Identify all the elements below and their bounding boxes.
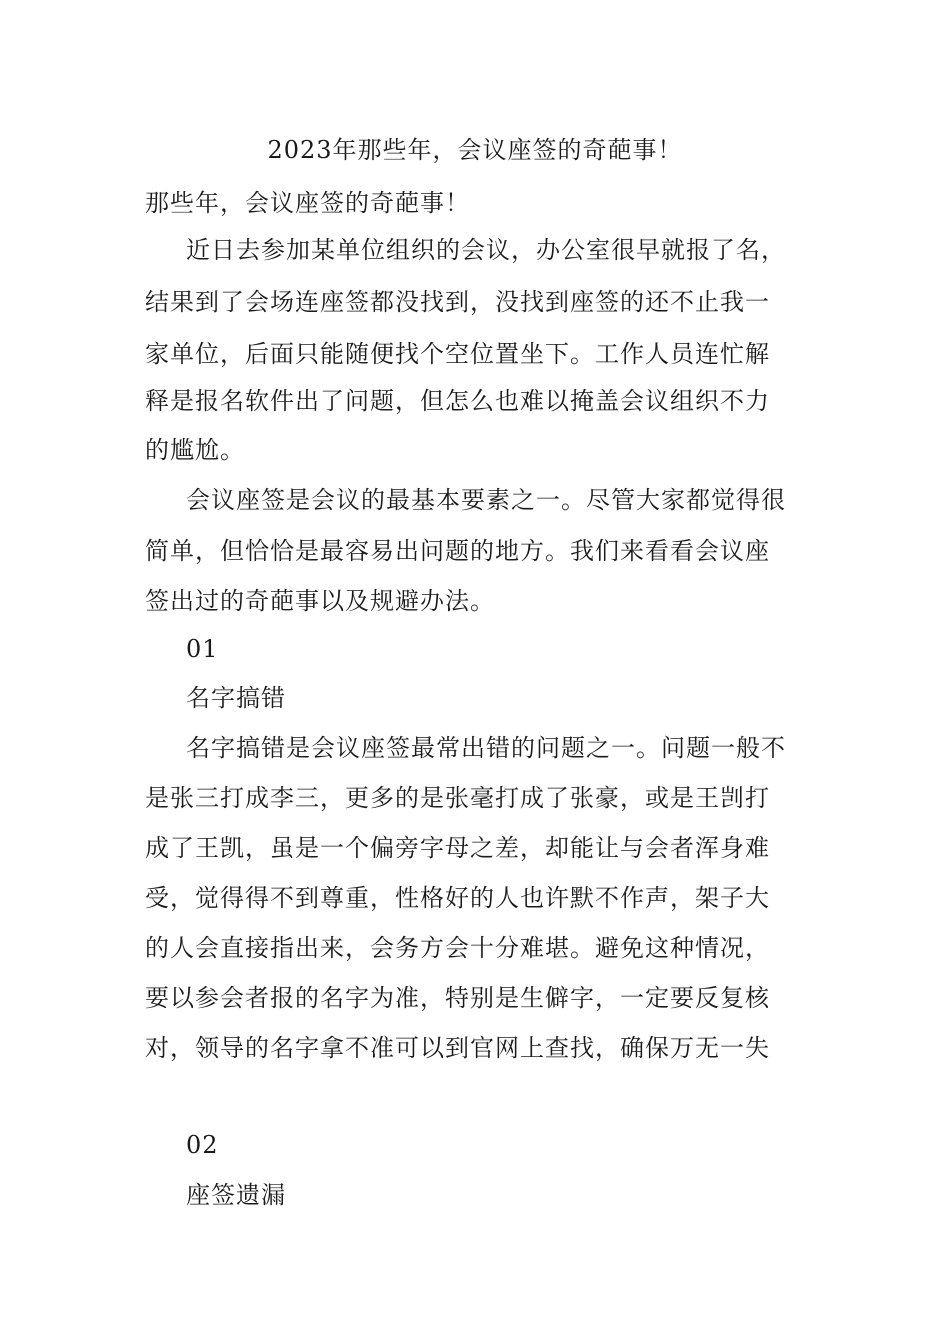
paragraph-line: 成了王凯，虽是一个偏旁字母之差，却能让与会者浑身难 bbox=[145, 834, 770, 862]
document-title: 2023年那些年，会议座签的奇葩事！ bbox=[267, 136, 683, 164]
section-heading: 座签遗漏 bbox=[186, 1181, 286, 1209]
paragraph-line: 的尴尬。 bbox=[145, 436, 245, 464]
document-subtitle: 那些年，会议座签的奇葩事！ bbox=[145, 189, 470, 217]
paragraph-line: 签出过的奇葩事以及规避办法。 bbox=[145, 587, 495, 615]
paragraph-line: 名字搞错是会议座签最常出错的问题之一。问题一般不 bbox=[186, 734, 786, 762]
paragraph-line: 是张三打成李三，更多的是张毫打成了张豪，或是王剀打 bbox=[145, 784, 770, 812]
paragraph-line: 受，觉得得不到尊重，性格好的人也许默不作声，架子大 bbox=[145, 884, 770, 912]
paragraph-line: 简单，但恰恰是最容易出问题的地方。我们来看看会议座 bbox=[145, 537, 770, 565]
section-number: 01 bbox=[186, 635, 219, 663]
paragraph-line: 结果到了会场连座签都没找到，没找到座签的还不止我一 bbox=[145, 288, 770, 316]
paragraph-line: 要以参会者报的名字为准，特别是生僻字，一定要反复核 bbox=[145, 984, 770, 1012]
paragraph-line: 的人会直接指出来，会务方会十分难堪。避免这种情况， bbox=[145, 934, 770, 962]
paragraph-line: 释是报名软件出了问题，但怎么也难以掩盖会议组织不力 bbox=[145, 387, 770, 415]
paragraph-line: 家单位，后面只能随便找个空位置坐下。工作人员连忙解 bbox=[145, 340, 770, 368]
section-heading: 名字搞错 bbox=[186, 684, 286, 712]
paragraph-line: 近日去参加某单位组织的会议，办公室很早就报了名， bbox=[186, 236, 786, 264]
section-number: 02 bbox=[186, 1131, 219, 1159]
paragraph-line: 会议座签是会议的最基本要素之一。尽管大家都觉得很 bbox=[186, 486, 786, 514]
paragraph-line: 对，领导的名字拿不准可以到官网上查找，确保万无一失 bbox=[145, 1034, 770, 1062]
